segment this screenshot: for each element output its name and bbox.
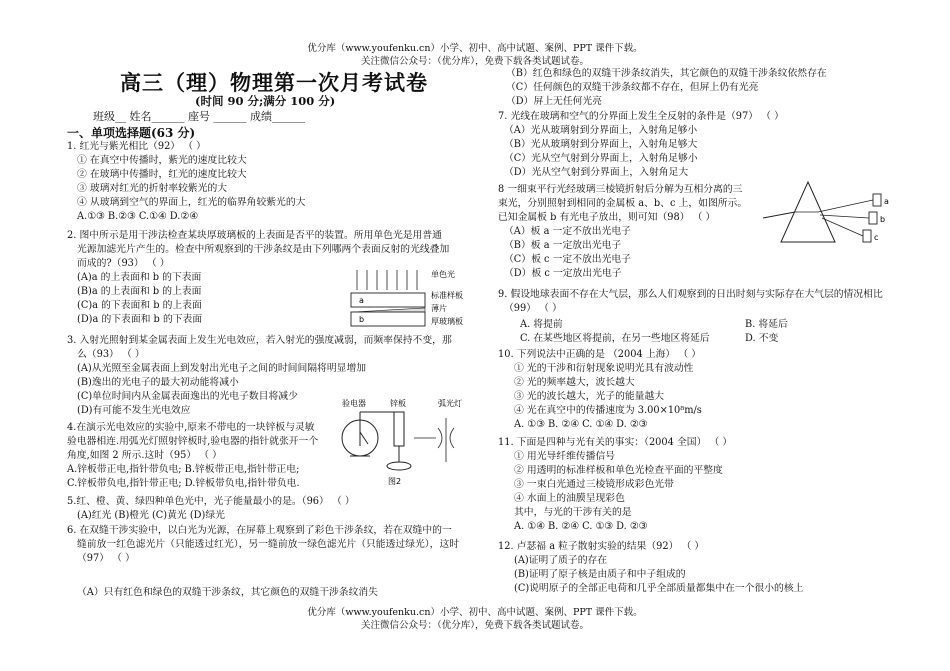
question-line: 12. 卢瑟福 a 粒子散射实验的结果（92） （ ） [498, 541, 705, 552]
question-line: 验电器相连.用弧光灯照射锌板时,验电器的指针就张开一个 [67, 436, 319, 447]
question-6-continued [498, 67, 827, 109]
question-line: 11. 下面是四种与光有关的事实：（2004 全国） （ ） [498, 437, 733, 448]
question-line: ④ 光在真空中的传播速度为 3.00×10⁸m/s [514, 405, 702, 416]
question-line: (C)a 的下表面和 b 的上表面 [77, 300, 202, 311]
question-line: 7. 光线在玻璃和空气的分界面上发生全反射的条件是（97） （ ） [498, 111, 784, 122]
question-line: ② 用透明的标准样板和单色光检查平面的平整度 [514, 465, 723, 476]
question-line: （D）光从空气射到分界面上，入射角足大 [504, 167, 689, 178]
photoelectric-figure [338, 398, 468, 486]
student-info-line: 班级__ 姓名______ 座号 ______ 成绩______ [93, 110, 305, 123]
question-line: （A）板 a 一定不放出光电子 [504, 226, 631, 237]
question-line: （D）屏上无任何光亮 [506, 96, 603, 107]
prism-label-b: b [880, 215, 886, 224]
label-light: 单色光 [431, 270, 455, 279]
question-line: 已知金属板 b 有光电子放出，则可知（98） （ ） [498, 212, 716, 223]
question-line: 8 一细束平行光经玻璃三棱镜折射后分解为互相分离的三 [498, 184, 743, 195]
question-line: (C)单位时间内从金属表面逸出的光电子数目将减少 [77, 391, 298, 402]
question-line: A.锌板带正电,指针带负电; B.锌板带正电,指针带正电; [67, 464, 300, 475]
question-6 [67, 524, 459, 566]
question-line: 3. 入射光照射到某金属表面上发生光电效应，若入射光的强度减弱，而频率保持不变，那 [67, 335, 452, 346]
question-line: 束光，分别照射到相同的金属板 a、b、c 上，如图所示。 [498, 198, 748, 209]
thin-wedge [353, 308, 425, 312]
metal-plate-c [863, 230, 871, 242]
prism-label-a: a [884, 197, 889, 206]
question-line: ② 在玻璃中传播时，红光的速度比较大 [77, 169, 247, 180]
question-line: A. ①③ B. ②④ C. ①④ D. ②③ [514, 419, 648, 430]
question-5 [67, 495, 355, 523]
question-line: (D)有可能不发生光电效应 [77, 405, 191, 416]
question-4 [67, 421, 318, 491]
question-line: （C）板 c 一定不放出光电子 [504, 254, 631, 265]
question-line: A. ①④ B. ②④ C. ①③ D. ②③ [514, 521, 648, 532]
q9-option-c: C. 在某些地区将提前，在另一些地区将延后 [520, 333, 710, 344]
question-1 [67, 140, 305, 224]
question-line: (A)从光照至金属表面上到发射出光电子之间的时间间隔将明显增加 [77, 363, 367, 374]
question-line: 光源加滤光片产生的。检查中所观察到的干涉条纹是由下列哪两个表面反射的光线叠加 [77, 244, 450, 255]
electroscope-needle [360, 432, 368, 444]
metal-plate-a [873, 194, 881, 206]
question-10 [498, 348, 702, 432]
question-line: 2. 图中所示是用干涉法检查某块厚玻璃板的上表面是否平的装置。所用单色光是用普通 [67, 230, 442, 241]
arc-lamp [414, 418, 454, 462]
question-line: （C）光从空气射到分界面上，入射角足够小 [504, 153, 698, 164]
question-line: 1. 红光与紫光相比（92） （ ） [67, 141, 206, 152]
question-11 [498, 436, 732, 534]
question-line: （B）红色和绿色的双缝干涉条纹消失，其它颜色的双缝干涉条纹依然存在 [506, 68, 827, 79]
label-a: a [359, 296, 364, 305]
question-line: （C）任何颜色的双缝干涉条纹都不存在，但屏上仍有光亮 [506, 82, 759, 93]
question-line: 6. 在双缝干涉实验中，以白光为光源，在屏幕上观察到了彩色干涉条纹，若在双缝中的一 [67, 525, 452, 536]
label-electroscope: 验电器 [342, 399, 366, 408]
question-line: (B)证明了原子核是由质子和中子组成的 [514, 569, 686, 580]
question-line: 么（93） （ ） [77, 349, 145, 360]
header-line-1: 优分库（www.youfenku.cn）小学、初中、高中试题、案例、PPT 课件下载。 [307, 43, 643, 54]
question-line: （A）光从玻璃射到分界面上，入射角足够小 [504, 125, 698, 136]
question-9 [498, 288, 883, 316]
footer-line-2: 关注微信公众号：（优分库），免费下载各类试题试卷。 [360, 620, 589, 631]
metal-plate-b [869, 212, 877, 224]
question-line: （D）板 c 一定放出光电子 [504, 268, 622, 279]
label-lamp: 弧光灯 [438, 399, 462, 408]
question-line: ① 光的干涉和衍射现象说明光具有波动性 [514, 363, 694, 374]
question-line: (B)a 的上表面和 b 的上表面 [77, 286, 202, 297]
label-b: b [359, 315, 365, 324]
question-line: A.①③ B.②③ C.①④ D.②④ [77, 211, 198, 222]
label-zinc: 锌板 [390, 399, 406, 408]
question-line: 其中，与光的干涉有关的是 [514, 507, 632, 518]
question-line: ② 光的频率越大，波长越大 [514, 377, 635, 388]
question-12 [498, 540, 803, 596]
question-line: ① 用光导纤维传播信号 [514, 451, 616, 462]
zinc-plate [394, 412, 404, 446]
question-line: (C)说明原子的全部正电荷和几乎全部质量都集中在一个很小的核上 [514, 583, 804, 594]
question-line: ④ 水面上的油膜呈现彩色 [514, 493, 625, 504]
header-line-2: 关注微信公众号：（优分库），免费下载各类试题试卷。 [360, 56, 589, 67]
question-line: (A)证明了质子的存在 [514, 555, 608, 566]
label-bottom-plate: 厚玻璃板 [431, 317, 463, 326]
question-line: 10. 下列说法中正确的是 （2004 上海） （ ） [498, 349, 702, 360]
question-line: ③ 一束白光通过三棱镜形成彩色光带 [514, 479, 674, 490]
question-line: ④ 从玻璃到空气的界面上，红光的临界角较紫光的大 [77, 197, 306, 208]
section-heading: 一、单项选择题(63 分) [67, 126, 196, 140]
question-line: (B)逸出的光电子的最大初动能将减小 [77, 377, 239, 388]
question-line: （B）光从玻璃射到分界面上，入射角足够大 [504, 139, 698, 150]
question-8 [498, 183, 747, 281]
question-line: （B）板 a 一定放出光电子 [504, 240, 622, 251]
question-line: ③ 光的波长越大，光子的能量越大 [514, 391, 665, 402]
question-line: 9. 假设地球表面不存在大气层，那么人们观察到的日出时刻与实际存在大气层的情况相比 [498, 289, 883, 300]
exam-subtitle: (时间 90 分;满分 100 分) [195, 94, 336, 108]
question-line: （99） （ ） [504, 303, 562, 314]
question-7 [498, 110, 784, 180]
question-line: 角度,如图 2 所示.这时（95） （ ） [67, 450, 222, 461]
interference-figure [345, 268, 465, 330]
label-top-plate: 标准样板 [431, 291, 463, 300]
question-line: ① 在真空中传播时，紫光的速度比较大 [77, 155, 247, 166]
q9-option-b: B. 将延后 [745, 319, 788, 330]
question-6-option-a: （A）只有红色和绿色的双缝干涉条纹，其它颜色的双缝干涉条纹消失 [77, 587, 378, 598]
footer-line-1: 优分库（www.youfenku.cn）小学、初中、高中试题、案例、PPT 课件下载。 [307, 607, 643, 618]
question-line: （97） （ ） [77, 553, 135, 564]
question-line: (A)a 的上表面和 b 的下表面 [77, 272, 202, 283]
q9-option-a: A. 将提前 [520, 319, 563, 330]
prism-figure [763, 178, 898, 248]
question-line: ③ 玻璃对红光的折射率较紫光的大 [77, 183, 228, 194]
question-line: 而成的?（93） （ ） [77, 258, 170, 269]
question-line: (D)a 的下表面和 b 的下表面 [77, 314, 203, 325]
q9-option-d: D. 不变 [745, 333, 779, 344]
question-line: (A)红光 (B)橙光 (C)黄光 (D)绿光 [77, 510, 225, 521]
prism-label-c: c [874, 233, 879, 242]
figure-caption: 图2 [388, 477, 402, 486]
question-line: 缝前放一红色滤光片（只能透过红光），另一缝前放一绿色滤光片（只能透过绿光），这时 [77, 539, 460, 550]
question-line: 4.在演示光电效应的实验中,原来不带电的一块锌板与灵敏 [67, 422, 315, 433]
question-line: C.锌板带负电,指针带正电; D.锌板带负电,指针带负电. [67, 478, 300, 489]
question-line: 5.红、橙、黄、绿四种单色光中，光子能量最小的是。（96） （ ） [67, 496, 355, 507]
label-thin: 薄片 [431, 304, 447, 313]
exam-title: 高三（理）物理第一次月考试卷 [120, 70, 428, 95]
